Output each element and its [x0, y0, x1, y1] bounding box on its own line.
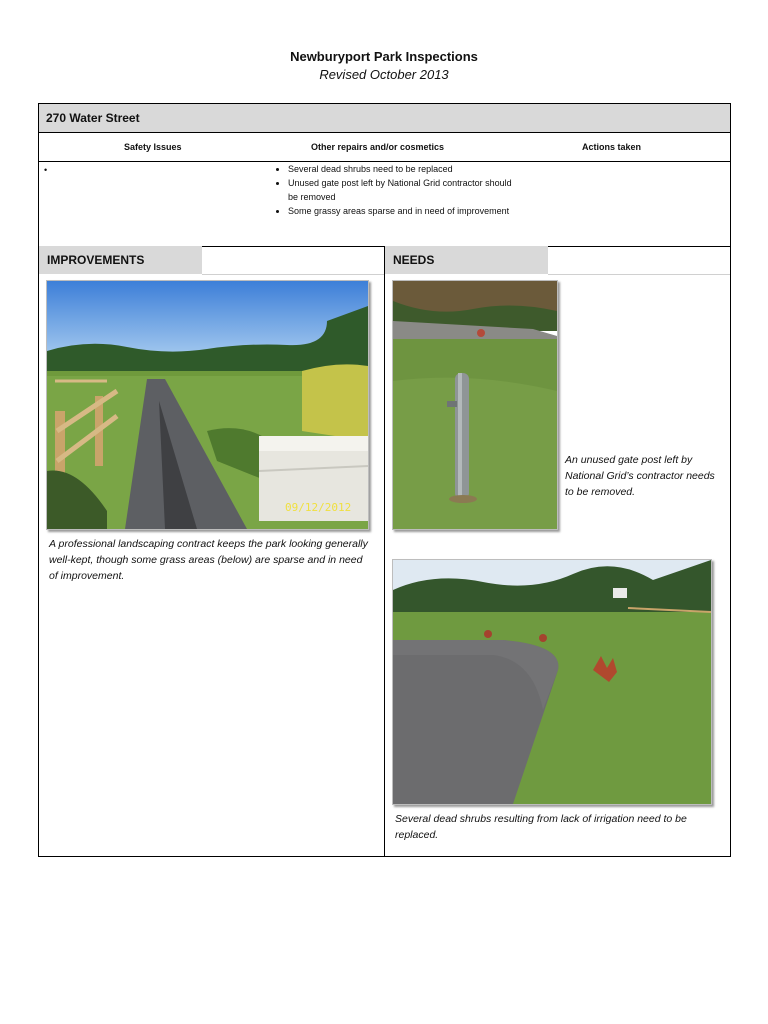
page-header: [0, 48, 768, 84]
page-title: Newburyport Park Inspections: [290, 49, 478, 64]
improvements-caption: A professional landscaping contract keeps the park looking generally well-kept, though some grass areas (below) are sparse and in need of improvement.: [49, 538, 368, 582]
improvements-section: [39, 246, 385, 856]
photo-date-stamp: 09/12/2012: [285, 501, 352, 514]
issues-row: [39, 162, 730, 247]
list-item: • Unused gate post left by National Grid contractor should be removed: [288, 176, 518, 204]
divider: [202, 274, 384, 275]
safety-issue-bullet: •: [44, 165, 48, 175]
column-other-repairs: Other repairs and/or cosmetics: [311, 142, 445, 152]
inspection-table: [38, 103, 731, 857]
page-subtitle: Revised October 2013: [319, 67, 449, 82]
dead-shrubs-caption: Several dead shrubs resulting from lack of irrigation need to be replaced.: [395, 813, 687, 841]
gate-post-caption: An unused gate post left by National Grid’s contractor needs to be removed.: [565, 454, 715, 498]
gate-post-image: [393, 281, 557, 529]
park-path-image: [47, 281, 368, 529]
dead-shrubs-photo: [392, 559, 712, 805]
gate-post-photo: [392, 280, 558, 530]
column-safety-issues: Safety Issues: [124, 142, 182, 152]
other-repairs-list: [276, 162, 518, 218]
needs-section: [385, 246, 730, 856]
column-header-row: [39, 133, 730, 162]
column-actions-taken: Actions taken: [582, 142, 642, 152]
needs-heading: NEEDS: [385, 246, 548, 274]
improvements-heading: IMPROVEMENTS: [39, 246, 202, 274]
location-row: 270 Water Street: [39, 104, 730, 133]
list-item: • Several dead shrubs need to be replaced: [288, 162, 518, 176]
list-item: • Some grassy areas sparse and in need of improvement: [288, 204, 518, 218]
park-path-photo: [46, 280, 369, 530]
dead-shrubs-image: [393, 560, 711, 804]
divider: [548, 274, 730, 275]
